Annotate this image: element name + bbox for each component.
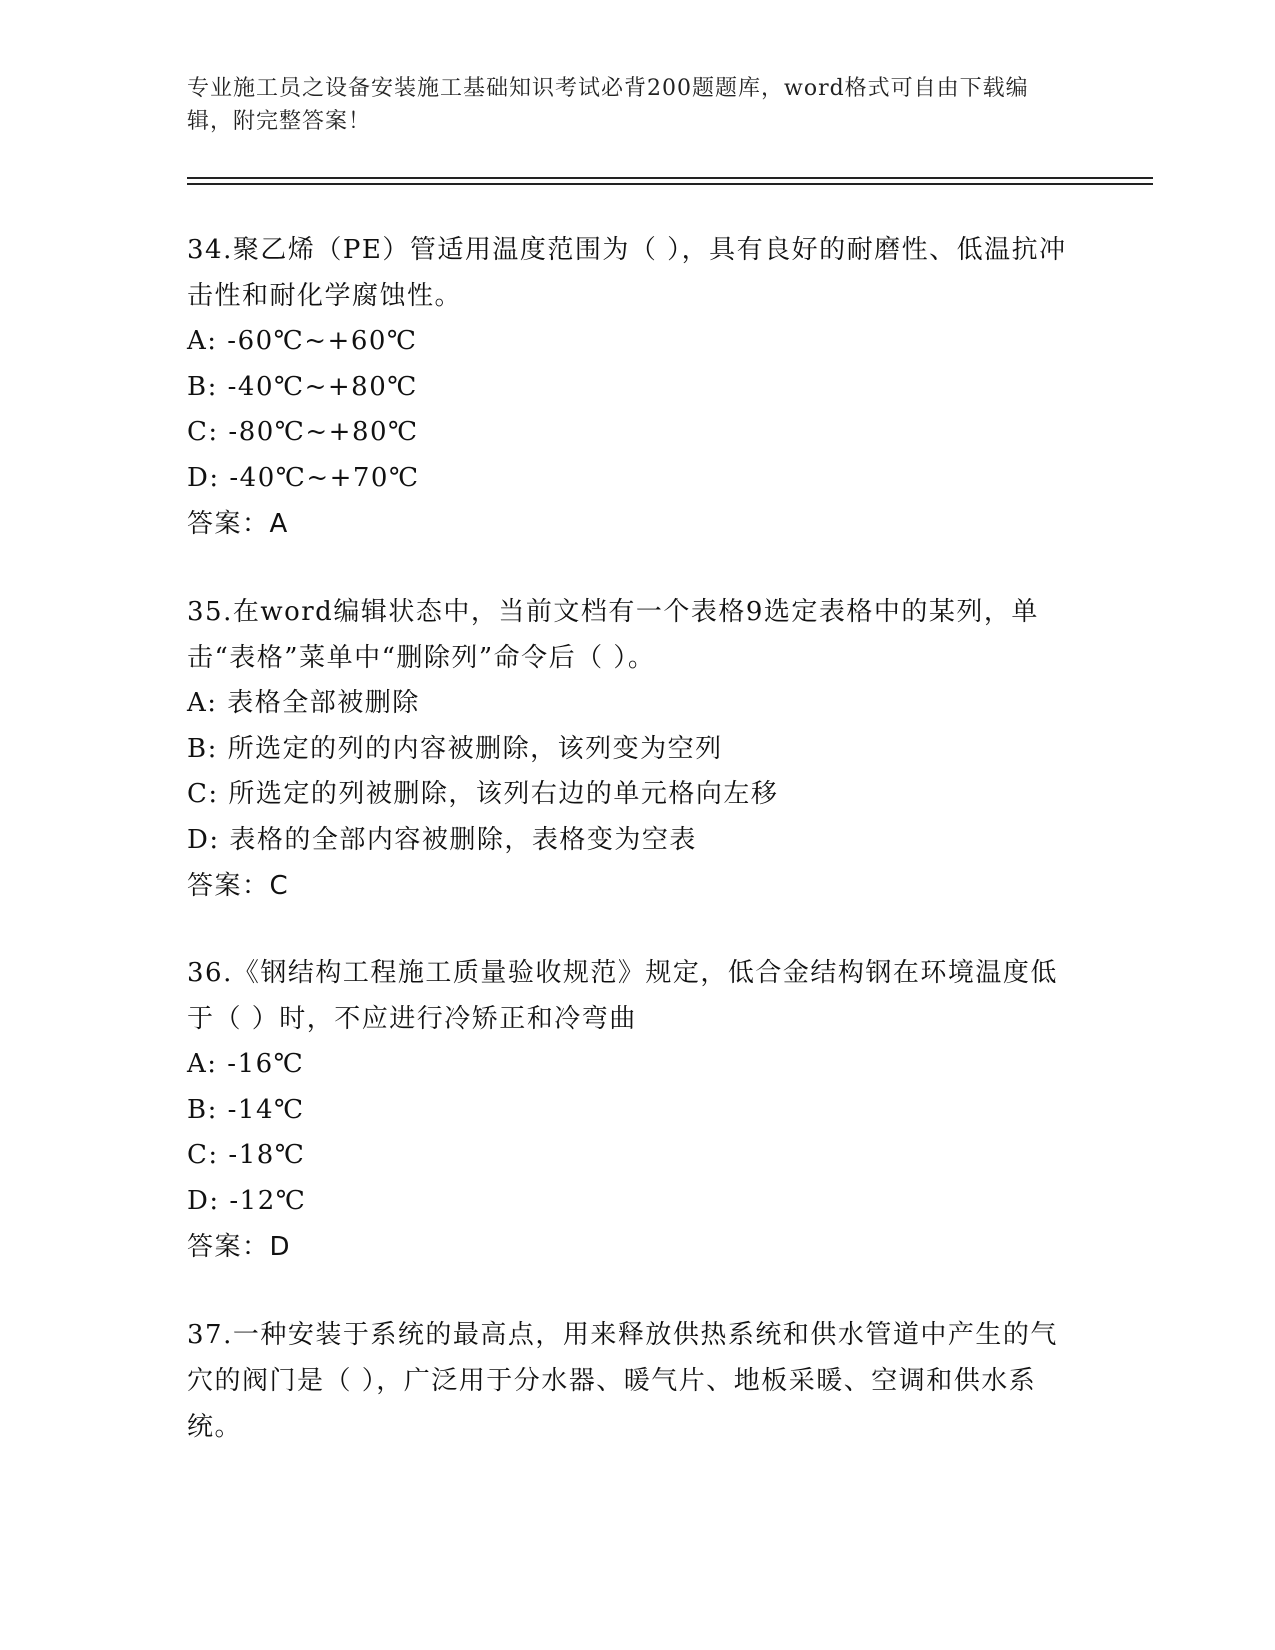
option-c: C: -18℃ (187, 1140, 306, 1170)
option-b: B: -14℃ (187, 1094, 305, 1125)
option-d: D: -12℃ (187, 1185, 307, 1216)
header-divider-bottom (187, 183, 1153, 185)
answer-label: 答案：D (187, 1232, 292, 1262)
document-header: 专业施工员之设备安装施工基础知识考试必背200题题库，word格式可自由下载编辑，附完整答案！ (187, 76, 1029, 134)
header-divider-top (187, 177, 1153, 179)
option-d: D: 表格的全部内容被删除，表格变为空表 (187, 824, 697, 855)
question-text: 34.聚乙烯（PE）管适用温度范围为（ ），具有良好的耐磨性、低温抗冲击性和耐化学腐蚀性。 (187, 235, 1067, 311)
question-35 (187, 589, 1077, 909)
option-b: B: -40℃~+80℃ (187, 371, 418, 402)
answer-label: 答案：A (187, 509, 289, 539)
option-c: C: -80℃~+80℃ (187, 417, 419, 447)
question-text: 36.《钢结构工程施工质量验收规范》规定，低合金结构钢在环境温度低于（ ）时，不应进行冷矫正和冷弯曲 (187, 958, 1058, 1034)
option-a: A: -16℃ (187, 1049, 305, 1079)
question-text: 35.在word编辑状态中，当前文档有一个表格9选定表格中的某列，单击“表格”菜单中“删除列”命令后（ ）。 (187, 597, 1039, 673)
option-a: A: 表格全部被删除 (187, 688, 420, 718)
option-c: C: 所选定的列被删除，该列右边的单元格向左移 (187, 779, 779, 809)
option-a: A: -60℃~+60℃ (187, 326, 418, 356)
answer-label: 答案：C (187, 871, 290, 901)
option-b: B: 所选定的列的内容被删除，该列变为空列 (187, 733, 723, 764)
question-37 (187, 1312, 1077, 1450)
question-36 (187, 950, 1077, 1270)
question-34 (187, 227, 1077, 547)
option-d: D: -40℃~+70℃ (187, 462, 420, 493)
question-text: 37.一种安装于系统的最高点，用来释放供热系统和供水管道中产生的气穴的阀门是（ ），广泛用于分水器、暖气片、地板采暖、空调和供水系统。 (187, 1320, 1058, 1442)
